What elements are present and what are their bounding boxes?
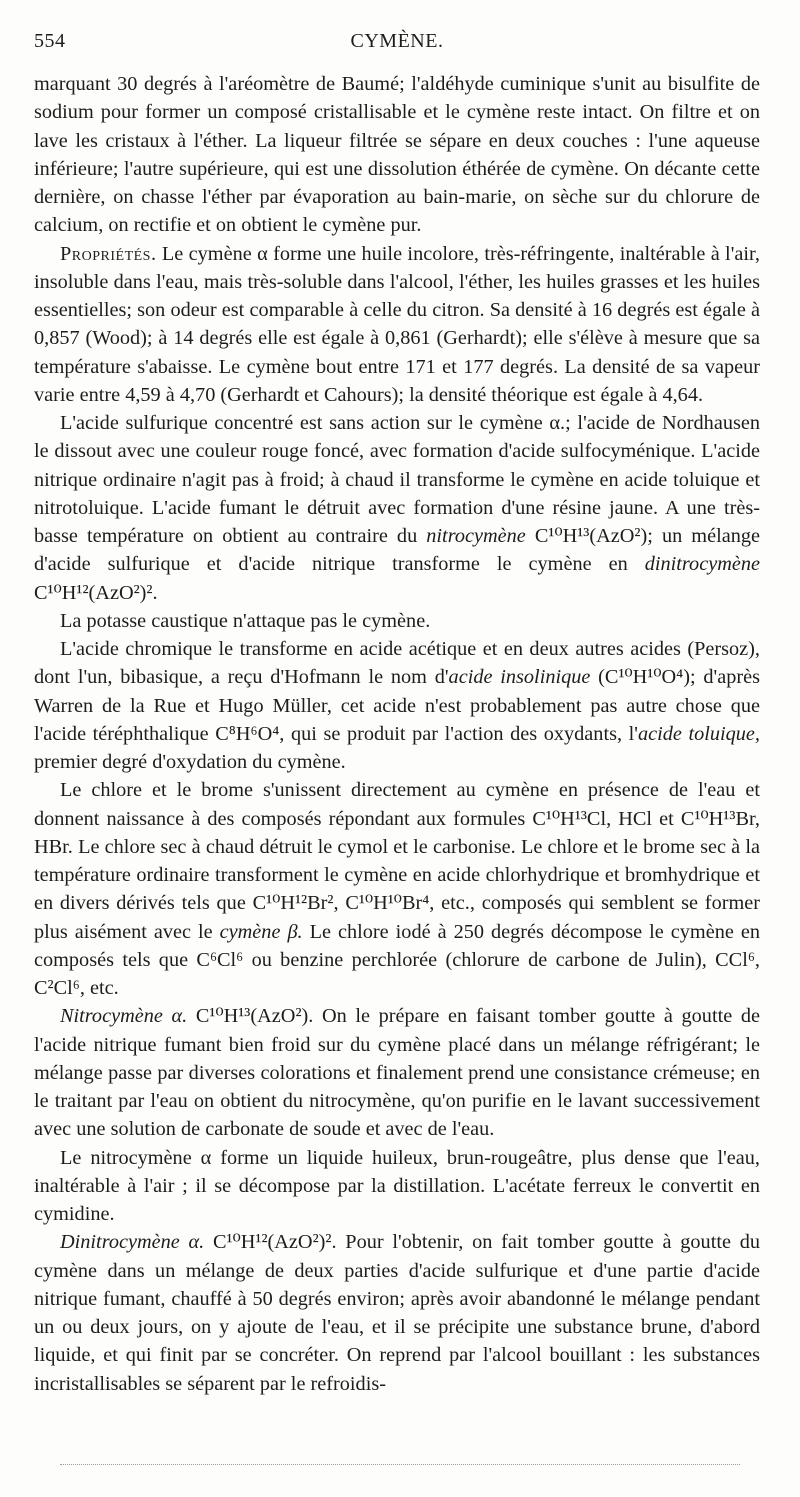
text-run: L'acide sulfurique concentré est sans action sur le cymène α.; l'acide de Nordhausen le dissout avec une couleur rouge foncé, avec formation d'acide sulfocyménique. L'acide nitrique ordinaire n'agit pas à froid; à chaud il transforme le cymène en acide toluique et nitrotoluique. L'acide fumant le détruit avec formation d'une résine jaune. A une très-basse température on obtient au contraire du — [34, 412, 760, 547]
page-number: 554 — [34, 30, 66, 52]
text-run: marquant 30 degrés à l'aréomètre de Baumé; l'aldéhyde cuminique s'unit au bisulfite de sodium pour former un composé cristallisable et le cymène reste intact. On filtre et on lave les cristaux à l'éther. La liqueur filtrée se sépare en deux couches : l'une aqueuse inférieure; l'autre supérieure, qui est une dissolution éthérée de cymène. On décante cette dernière, on chasse l'éther par évaporation au bain-marie, on sèche sur du chlorure de calcium, on rectifie et on obtient le cymène pur. — [34, 73, 760, 237]
text-run: Le chlore iodé à 250 degrés décompose le cymène en composés tels que C⁶Cl⁶ ou benzine perchlorée (chlorure de carbone de Julin), CCl⁶, C²Cl⁶, etc. — [34, 920, 760, 999]
text-run: Le nitrocymène α forme un liquide huileux, brun-rougeâtre, plus dense que l'eau, inaltérable à l'air ; il se décompose par la distillation. L'acétate ferreux le convertit en cymidine. — [34, 1146, 760, 1225]
paragraph — [34, 635, 760, 776]
text-run: Le cymène α forme une huile incolore, très-réfringente, inaltérable à l'air, insoluble dans l'eau, mais très-soluble dans l'alcool, l'éther, les huiles grasses et les huiles essentielles; son odeur est comparable à celle du citron. Sa densité à 16 degrés est égale à 0,857 (Wood); à 14 degrés elle est égale à 0,861 (Gerhardt); elle s'élève à mesure que sa température s'abaisse. Le cymène bout entre 171 et 177 degrés. La densité de sa vapeur varie entre 4,59 à 4,70 (Gerhardt et Cahours); la densité théorique est égale à 4,64. — [34, 242, 760, 406]
italic-term: Dinitrocymène α. — [60, 1231, 205, 1254]
italic-term: Nitrocymène α. — [60, 1005, 188, 1028]
footer-rule — [60, 1464, 740, 1465]
text-run: premier degré d'oxydation du cymène. — [34, 751, 346, 773]
text-run: C¹⁰H¹²(AzO²)². — [34, 581, 158, 604]
paragraph — [34, 1002, 760, 1143]
paragraph — [34, 409, 760, 607]
paragraph — [34, 607, 760, 635]
italic-term: nitrocymène — [426, 525, 526, 547]
paragraph — [34, 1228, 760, 1398]
italic-term: acide toluique, — [637, 722, 760, 745]
running-title: CYMÈNE. — [350, 30, 444, 52]
text-run: C¹⁰H¹³(AzO²); un mélange d'acide sulfurique et d'acide nitrique transforme le cymène en — [34, 525, 760, 576]
text-run: La potasse caustique n'attaque pas le cymène. — [60, 609, 431, 632]
paragraph — [34, 240, 760, 410]
text-run: (C¹⁰H¹⁰O⁴); d'après Warren de la Rue et Hugo Müller, cet acide n'est probablement pas autre chose que l'acide téréphthalique C⁸H⁶O⁴, qui se produit par l'action des oxydants, l' — [34, 666, 760, 745]
italic-term: cymène β. — [219, 920, 303, 943]
body-text — [34, 70, 760, 1398]
text-run: C¹⁰H¹³(AzO²). On le prépare en faisant tomber goutte à goutte de l'acide nitrique fumant bien froid sur du cymène placé dans un mélange réfrigérant; le mélange passe par diverses colorations et finalement prend une consistance crémeuse; en le traitant par l'eau on obtient du nitrocymène, qu'on purifie en le lavant successivement avec une solution de carbonate de soude et avec de l'eau. — [34, 1005, 760, 1141]
italic-term: dinitrocymène — [644, 553, 760, 576]
page-header — [34, 30, 760, 70]
section-heading: Propriétés. — [60, 242, 157, 265]
text-run: L'acide chromique le transforme en acide acétique et en deux autres acides (Persoz), dont l'un, bibasique, a reçu d'Hofmann le nom d' — [34, 638, 760, 689]
text-run: Le chlore et le brome s'unissent directement au cymène en présence de l'eau et donnent naissance à des composés répondant aux formules C¹⁰H¹³Cl, HCl et C¹⁰H¹³Br, HBr. Le chlore sec à chaud détruit le cymol et le carbonise. Le chlore et le brome sec à la température ordinaire transforment le cymène en acide chlorhydrique et bromhydrique et en divers dérivés tels que C¹⁰H¹²Br², C¹⁰H¹⁰Br⁴, etc., composés qui semblent se former plus aisément avec le — [34, 779, 760, 943]
text-run: C¹⁰H¹²(AzO²)². Pour l'obtenir, on fait tomber goutte à goutte du cymène dans un mélange de deux parties d'acide sulfurique et d'une partie d'acide nitrique fumant, chauffé à 50 degrés environ; après avoir abandonné le mélange pendant un ou deux jours, on y ajoute de l'eau, et il se précipite une substance brune, d'abord liquide, et qui finit par se concréter. On reprend par l'alcool bouillant : les substances incristallisables se séparent par le refroidis- — [34, 1231, 760, 1395]
paragraph — [34, 1144, 760, 1229]
paragraph — [34, 776, 760, 1002]
italic-term: acide insolinique — [448, 666, 591, 689]
paragraph — [34, 70, 760, 240]
